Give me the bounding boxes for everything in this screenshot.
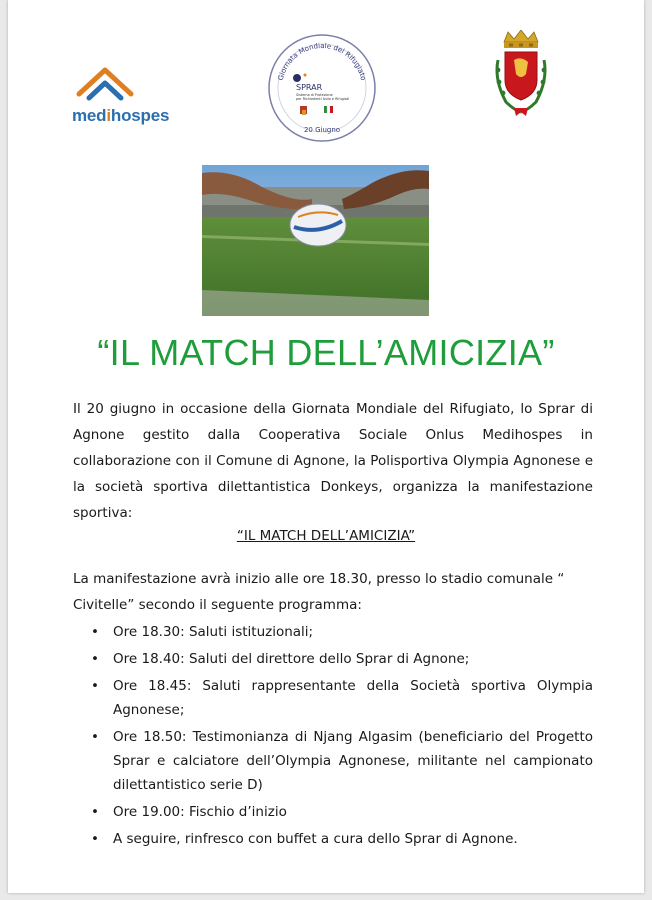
sprar-subtext-1: Sistema di Protezione	[296, 93, 333, 97]
bullet-icon: •	[91, 729, 99, 745]
list-item-text: Ore 19.00: Fischio d’inizio	[113, 804, 287, 820]
list-item-text: Ore 18.45: Saluti rappresentante della Società sportiva Olympia Agnonese;	[113, 678, 593, 718]
event-photo	[202, 165, 429, 316]
sprar-subtext-2: per Richiedenti Asilo e Rifugiati	[296, 97, 350, 101]
programme-list	[88, 620, 593, 854]
medihospes-logo	[72, 62, 190, 128]
list-item	[88, 647, 593, 671]
list-item-text: Ore 18.40: Saluti del direttore dello Sprar di Agnone;	[113, 651, 470, 667]
bullet-icon: •	[91, 804, 99, 820]
bullet-icon: •	[91, 831, 99, 847]
list-item-text: Ore 18.30: Saluti istituzionali;	[113, 624, 314, 640]
bullet-icon: •	[91, 651, 99, 667]
document-page	[8, 0, 644, 893]
intro-paragraph: Il 20 giugno in occasione della Giornata Mondiale del Rifugiato, lo Sprar di Agnone gestito dalla Cooperativa Sociale Onlus Medihospes in collaborazione con il Comune di Agnone, la Polisportiva Olympia Agnonese e la società sportiva dilettantistica Donkeys, organizza la manifestazione sportiva:	[73, 401, 593, 521]
list-item	[88, 674, 593, 722]
list-item	[88, 800, 593, 824]
sprar-arc-text: Giornata Mondiale del Rifugiato	[276, 41, 368, 82]
schedule-intro: La manifestazione avrà inizio alle ore 18.30, presso lo stadio comunale “ Civitelle” secondo il seguente programma:	[73, 571, 565, 613]
sprar-badge	[266, 32, 378, 144]
list-item-text: A seguire, rinfresco con buffet a cura dello Sprar di Agnone.	[113, 831, 518, 847]
medihospes-wordmark: medihospes	[72, 106, 170, 125]
sprar-brand: SPRAR	[296, 83, 323, 92]
list-item	[88, 725, 593, 797]
event-subtitle: “IL MATCH DELL’AMICIZIA”	[236, 528, 416, 544]
list-item	[88, 827, 593, 851]
bullet-icon: •	[91, 678, 99, 694]
page-title: “IL MATCH DELL’AMICIZIA”	[97, 332, 555, 373]
bullet-icon: •	[91, 624, 99, 640]
sprar-date: 20 Giugno	[303, 126, 341, 134]
list-item	[88, 620, 593, 644]
list-item-text: Ore 18.50: Testimonianza di Njang Algasim (beneficiario del Progetto Sprar e calciatore dell’Olympia Agnonese, militante nel campionato dilettantistico serie D)	[113, 729, 593, 793]
sprar-dot-icon	[293, 74, 301, 82]
agnone-crest-icon	[490, 30, 552, 120]
medihospes-house-icon	[75, 64, 135, 104]
